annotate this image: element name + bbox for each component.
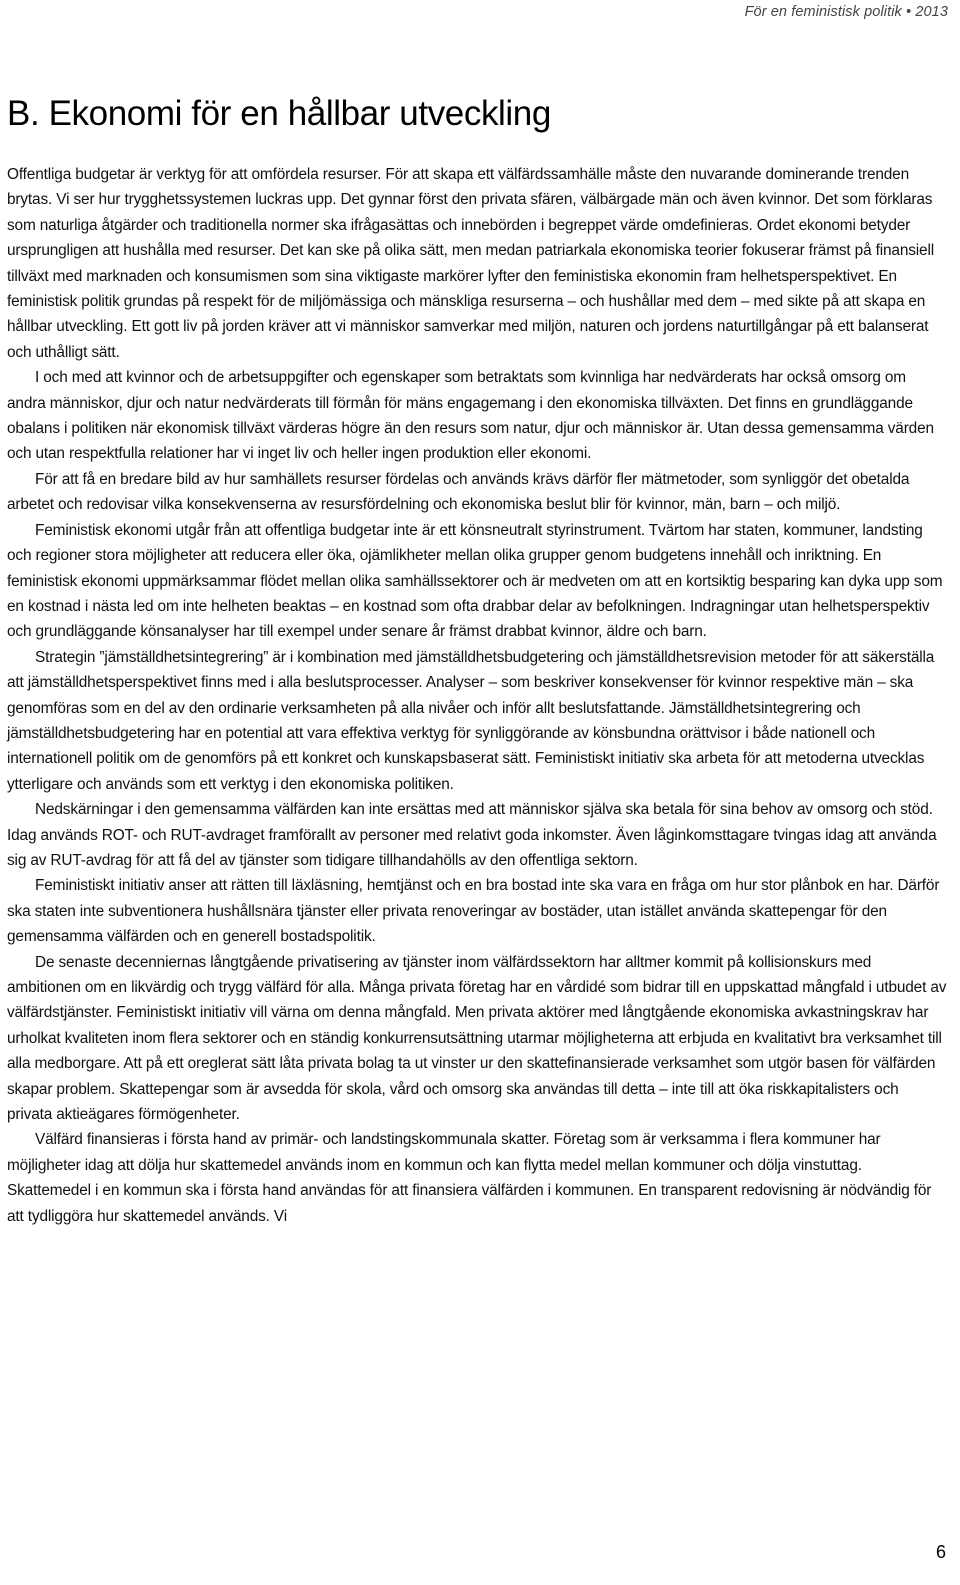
paragraph: Offentliga budgetar är verktyg för att omfördela resurser. För att skapa ett välfärdssamhälle måste den nuvarande dominerande trenden brytas. Vi ser hur trygghetssystemen luckras upp. Det gynnar först den privata sfären, välbärgade män och även kvinnor. Det som förklaras som naturliga åtgärder och traditionella normer ska ifrågasättas och innebörden i begreppet värde omdefinieras. Ordet ekonomi betyder ursprungligen att hushålla med resurser. Det kan ske på olika sätt, men medan patriarkala ekonomiska teorier fokuserar främst på finansiell tillväxt med marknaden och konsumismen som sina viktigaste markörer lyfter den feministiska ekonomin fram helhetsperspektivet. En feministisk politik grundas på respekt för de miljömässiga och mänskliga resurserna – och hushållar med dem – med sikte på att skapa en hållbar utveckling. Ett gott liv på jorden kräver att vi människor samverkar med miljön, naturen och jordens naturtillgångar på ett balanserat och uthålligt sätt. [7,166,934,361]
paragraph: Nedskärningar i den gemensamma välfärden kan inte ersättas med att människor själva ska betala för sina behov av omsorg och stöd. Idag används ROT- och RUT-avdraget framförallt av personer med relativt goda inkomster. Även låginkomsttagare tvingas idag att använda sig av RUT-avdrag för att få del av tjänster som tidigare tillhandahölls av den offentliga sektorn. [7,801,937,869]
section-title: B. Ekonomi för en hållbar utveckling [7,94,551,133]
paragraph: Strategin ”jämställdhetsintegrering” är i kombination med jämställdhetsbudgetering och jämställdhetsrevision metoder för att säkerställa att jämställdhetsperspektivet finns med i alla beslutsprocesser. Analyser – som beskriver konsekvenser för kvinnor respektive män – ska genomföras som en del av den ordinarie verksamheten på alla nivåer och inför allt beslutsfattande. Jämställdhetsintegrering och jämställdhetsbudgetering har en potential att vara effektiva verktyg för synliggörande av könsbundna orättvisor i både nationell och internationell politik om de genomförs på ett konkret och kunskapsbaserat sätt. Feministiskt initiativ ska arbeta för att metoderna utvecklas ytterligare och används som ett verktyg i den ekonomiska politiken. [7,648,935,793]
paragraph: De senaste decenniernas långtgående privatisering av tjänster inom välfärdssektorn har alltmer kommit på kollisionskurs med ambitionen om en likvärdig och trygg välfärd för alla. Många privata företag har en vårdidé som bidrar till en uppskattad mångfald i utbudet av välfärdstjänster. Feministiskt initiativ vill värna om denna mångfald. Men privata aktörer med långtgående ekonomiska avkastningskrav har urholkat kvaliteten inom flera sektorer och en ständig konkurrensutsättning utarmar möjligheterna att erbjuda en kvalitativt bra verksamhet till alla medborgare. Att på ett oreglerat sätt låta privata bolag ta ut vinster ur den skattefinansierade verksamhet som utgör basen för välfärden skapar problem. Skattepengar som är avsedda för skola, vård och omsorg ska användas till detta – inte till att öka riskkapitalisters och privata aktieägares förmögenheter. [7,953,947,1124]
paragraph: Feministisk ekonomi utgår från att offentliga budgetar inte är ett könsneutralt styrinstrument. Tvärtom har staten, kommuner, landsting och regioner stora möjligheter att reducera eller öka, ojämlikheter mellan olika grupper genom budgetens innehåll och inriktning. En feministisk ekonomi uppmärksammar flödet mellan olika samhällssektorer och är medveten om att en kortsiktig besparing kan dyka upp som en kostnad i nästa led om inte helheten beaktas – en kostnad som ofta drabbar delar av befolkningen. Indragningar utan helhetsperspektiv och grundläggande könsanalyser har till exempel under senare år främst drabbat kvinnor, äldre och barn. [7,521,943,641]
paragraph: I och med att kvinnor och de arbetsuppgifter och egenskaper som betraktats som kvinnliga har nedvärderats har också omsorg om andra människor, djur och natur nedvärderats till förmån för mäns engagemang i den ekonomiska tillväxten. Det finns en grundläggande obalans i politiken när ekonomisk tillväxt värderas högre än den resurs som natur, djur och människor är. Utan dessa gemensamma värden och utan respektfulla relationer har vi inget liv och heller ingen produktion eller ekonomi. [7,369,934,463]
body-text [7,162,947,1229]
running-header: För en feministisk politik • 2013 [744,4,948,20]
paragraph: Välfärd finansieras i första hand av primär- och landstingskommunala skatter. Företag som är verksamma i flera kommuner har möjligheter idag att dölja hur skattemedel används inom en kommun och kan flytta medel mellan kommuner och dölja vinstuttag. Skattemedel i en kommun ska i första hand användas för att finansiera välfärden i kommunen. En transparent redovisning är nödvändig för att tydliggöra hur skattemedel används. Vi [7,1131,932,1225]
page-number: 6 [935,1542,946,1562]
paragraph: För att få en bredare bild av hur samhällets resurser fördelas och används krävs därför fler mätmetoder, som synliggör det obetalda arbetet och redovisar vilka konsekvenserna av resursfördelning och ekonomiska beslut blir för kvinnor, män, barn – och miljö. [7,470,910,514]
paragraph: Feministiskt initiativ anser att rätten till läxläsning, hemtjänst och en bra bostad inte ska vara en fråga om hur stor plånbok en har. Därför ska staten inte subventionera hushållsnära tjänster eller privata renoveringar av bostäder, utan istället använda skattepengar för den gemensamma välfärden och en generell bostadspolitik. [7,877,940,946]
